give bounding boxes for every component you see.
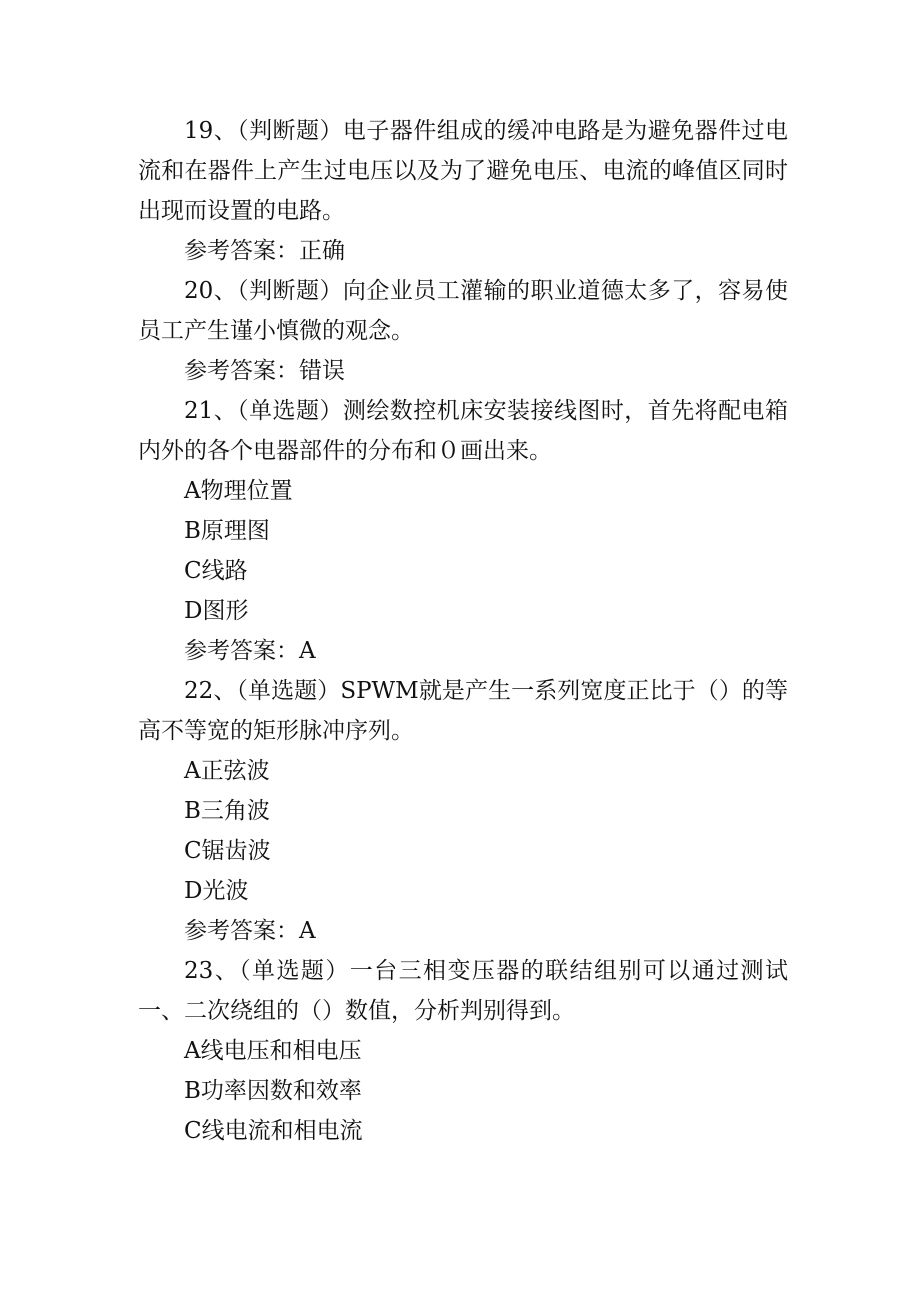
question-22-option-d: D光波 [184, 878, 249, 904]
question-21-stem: 21、（单选题）测绘数控机床安装接线图时，首先将配电箱内外的各个电器部件的分布和０画出来。 [138, 398, 788, 464]
question-22-option-c: C锯齿波 [184, 838, 271, 864]
question-21-option-a: A物理位置 [184, 478, 293, 504]
question-23-option-a: A线电压和相电压 [184, 1038, 362, 1064]
question-22-option-b: B三角波 [184, 798, 270, 824]
question-21-option-d: D图形 [184, 598, 249, 624]
question-list [138, 111, 788, 1151]
question-19-stem: 19、（判断题）电子器件组成的缓冲电路是为避免器件过电流和在器件上产生过电压以及为了避免电压、电流的峰值区同时出现而设置的电路。 [138, 118, 788, 224]
question-23-option-b: B功率因数和效率 [184, 1078, 362, 1104]
question-22-option-a: A正弦波 [184, 758, 270, 784]
question-21-answer: 参考答案：A [184, 638, 316, 664]
question-21-option-c: C线路 [184, 558, 248, 584]
question-20-answer: 参考答案：错误 [184, 358, 345, 384]
question-19-answer: 参考答案：正确 [184, 238, 345, 264]
question-23-stem: 23、（单选题）一台三相变压器的联结组别可以通过测试一、二次绕组的（）数值，分析判别得到。 [138, 958, 788, 1024]
question-20-stem: 20、（判断题）向企业员工灌输的职业道德太多了，容易使员工产生谨小慎微的观念。 [138, 278, 788, 344]
question-23-option-c: C线电流和相电流 [184, 1118, 363, 1144]
question-22-answer: 参考答案：A [184, 918, 316, 944]
question-22-stem: 22、（单选题）SPWM就是产生一系列宽度正比于（）的等高不等宽的矩形脉冲序列。 [138, 678, 788, 744]
question-21-option-b: B原理图 [184, 518, 270, 544]
